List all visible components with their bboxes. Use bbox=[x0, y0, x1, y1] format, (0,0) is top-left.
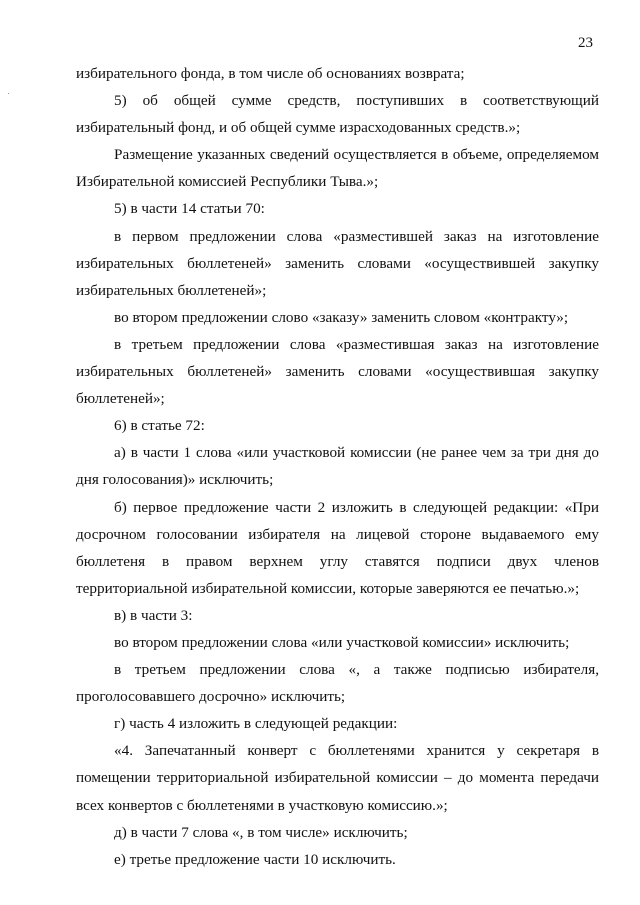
text-line: д) в части 7 слова «, в том числе» исключить; bbox=[114, 823, 408, 841]
text-line: досрочном голосовании избирателя на лицевой стороне выдаваемого ему bbox=[76, 525, 599, 543]
text-line: в) в части 3: bbox=[114, 606, 193, 624]
text-line: всех конвертов с бюллетенями в участковую комиссию.»; bbox=[76, 796, 448, 814]
text-line: бюллетеней»; bbox=[76, 390, 165, 408]
margin-mark bbox=[8, 93, 9, 94]
text-line: Размещение указанных сведений осуществляется в объеме, определяемом bbox=[114, 146, 599, 164]
text-line: Избирательной комиссией Республики Тыва.»; bbox=[76, 173, 379, 191]
text-line: дня голосования)» исключить; bbox=[76, 471, 274, 489]
text-line: территориальной избирательной комиссии, которые заверяются ее печатью.»; bbox=[76, 579, 580, 597]
text-line: избирательных бюллетеней»; bbox=[76, 281, 267, 299]
text-line: е) третье предложение части 10 исключить. bbox=[114, 850, 396, 868]
text-line: в третьем предложении слова «разместившая заказ на изготовление bbox=[114, 335, 599, 353]
text-line: 6) в статье 72: bbox=[114, 417, 205, 435]
text-line: помещении территориальной избирательной комиссии – до момента передачи bbox=[76, 769, 599, 787]
text-line: избирательный фонд, и об общей сумме израсходованных средств.»; bbox=[76, 119, 521, 137]
text-line: б) первое предложение части 2 изложить в следующей редакции: «При bbox=[114, 498, 599, 516]
text-line: г) часть 4 изложить в следующей редакции: bbox=[114, 715, 398, 733]
text-line: 5) об общей сумме средств, поступивших в соответствующий bbox=[114, 92, 599, 110]
text-line: 5) в части 14 статьи 70: bbox=[114, 200, 265, 218]
text-line: бюллетеня в правом верхнем углу ставятся подписи двух членов bbox=[76, 552, 599, 570]
text-line: в первом предложении слова «разместившей заказ на изготовление bbox=[114, 227, 599, 245]
page-number: 23 bbox=[578, 35, 593, 51]
text-line: избирательного фонда, в том числе об основаниях возврата; bbox=[76, 65, 465, 82]
text-line: в третьем предложении слова «, а также подписью избирателя, bbox=[114, 661, 599, 679]
text-line: во втором предложении слова «или участковой комиссии» исключить; bbox=[114, 633, 570, 651]
text-line: а) в части 1 слова «или участковой комиссии (не ранее чем за три дня до bbox=[114, 444, 599, 462]
text-line: избирательных бюллетеней» заменить словами «осуществившая закупку bbox=[76, 363, 599, 381]
text-line: избирательных бюллетеней» заменить словами «осуществившей закупку bbox=[76, 254, 599, 272]
text-line: проголосовавшего досрочно» исключить; bbox=[76, 688, 346, 706]
text-line: во втором предложении слово «заказу» заменить словом «контракту»; bbox=[114, 308, 569, 326]
document-body bbox=[76, 61, 599, 874]
text-line: «4. Запечатанный конверт с бюллетенями хранится у секретаря в bbox=[114, 742, 599, 760]
